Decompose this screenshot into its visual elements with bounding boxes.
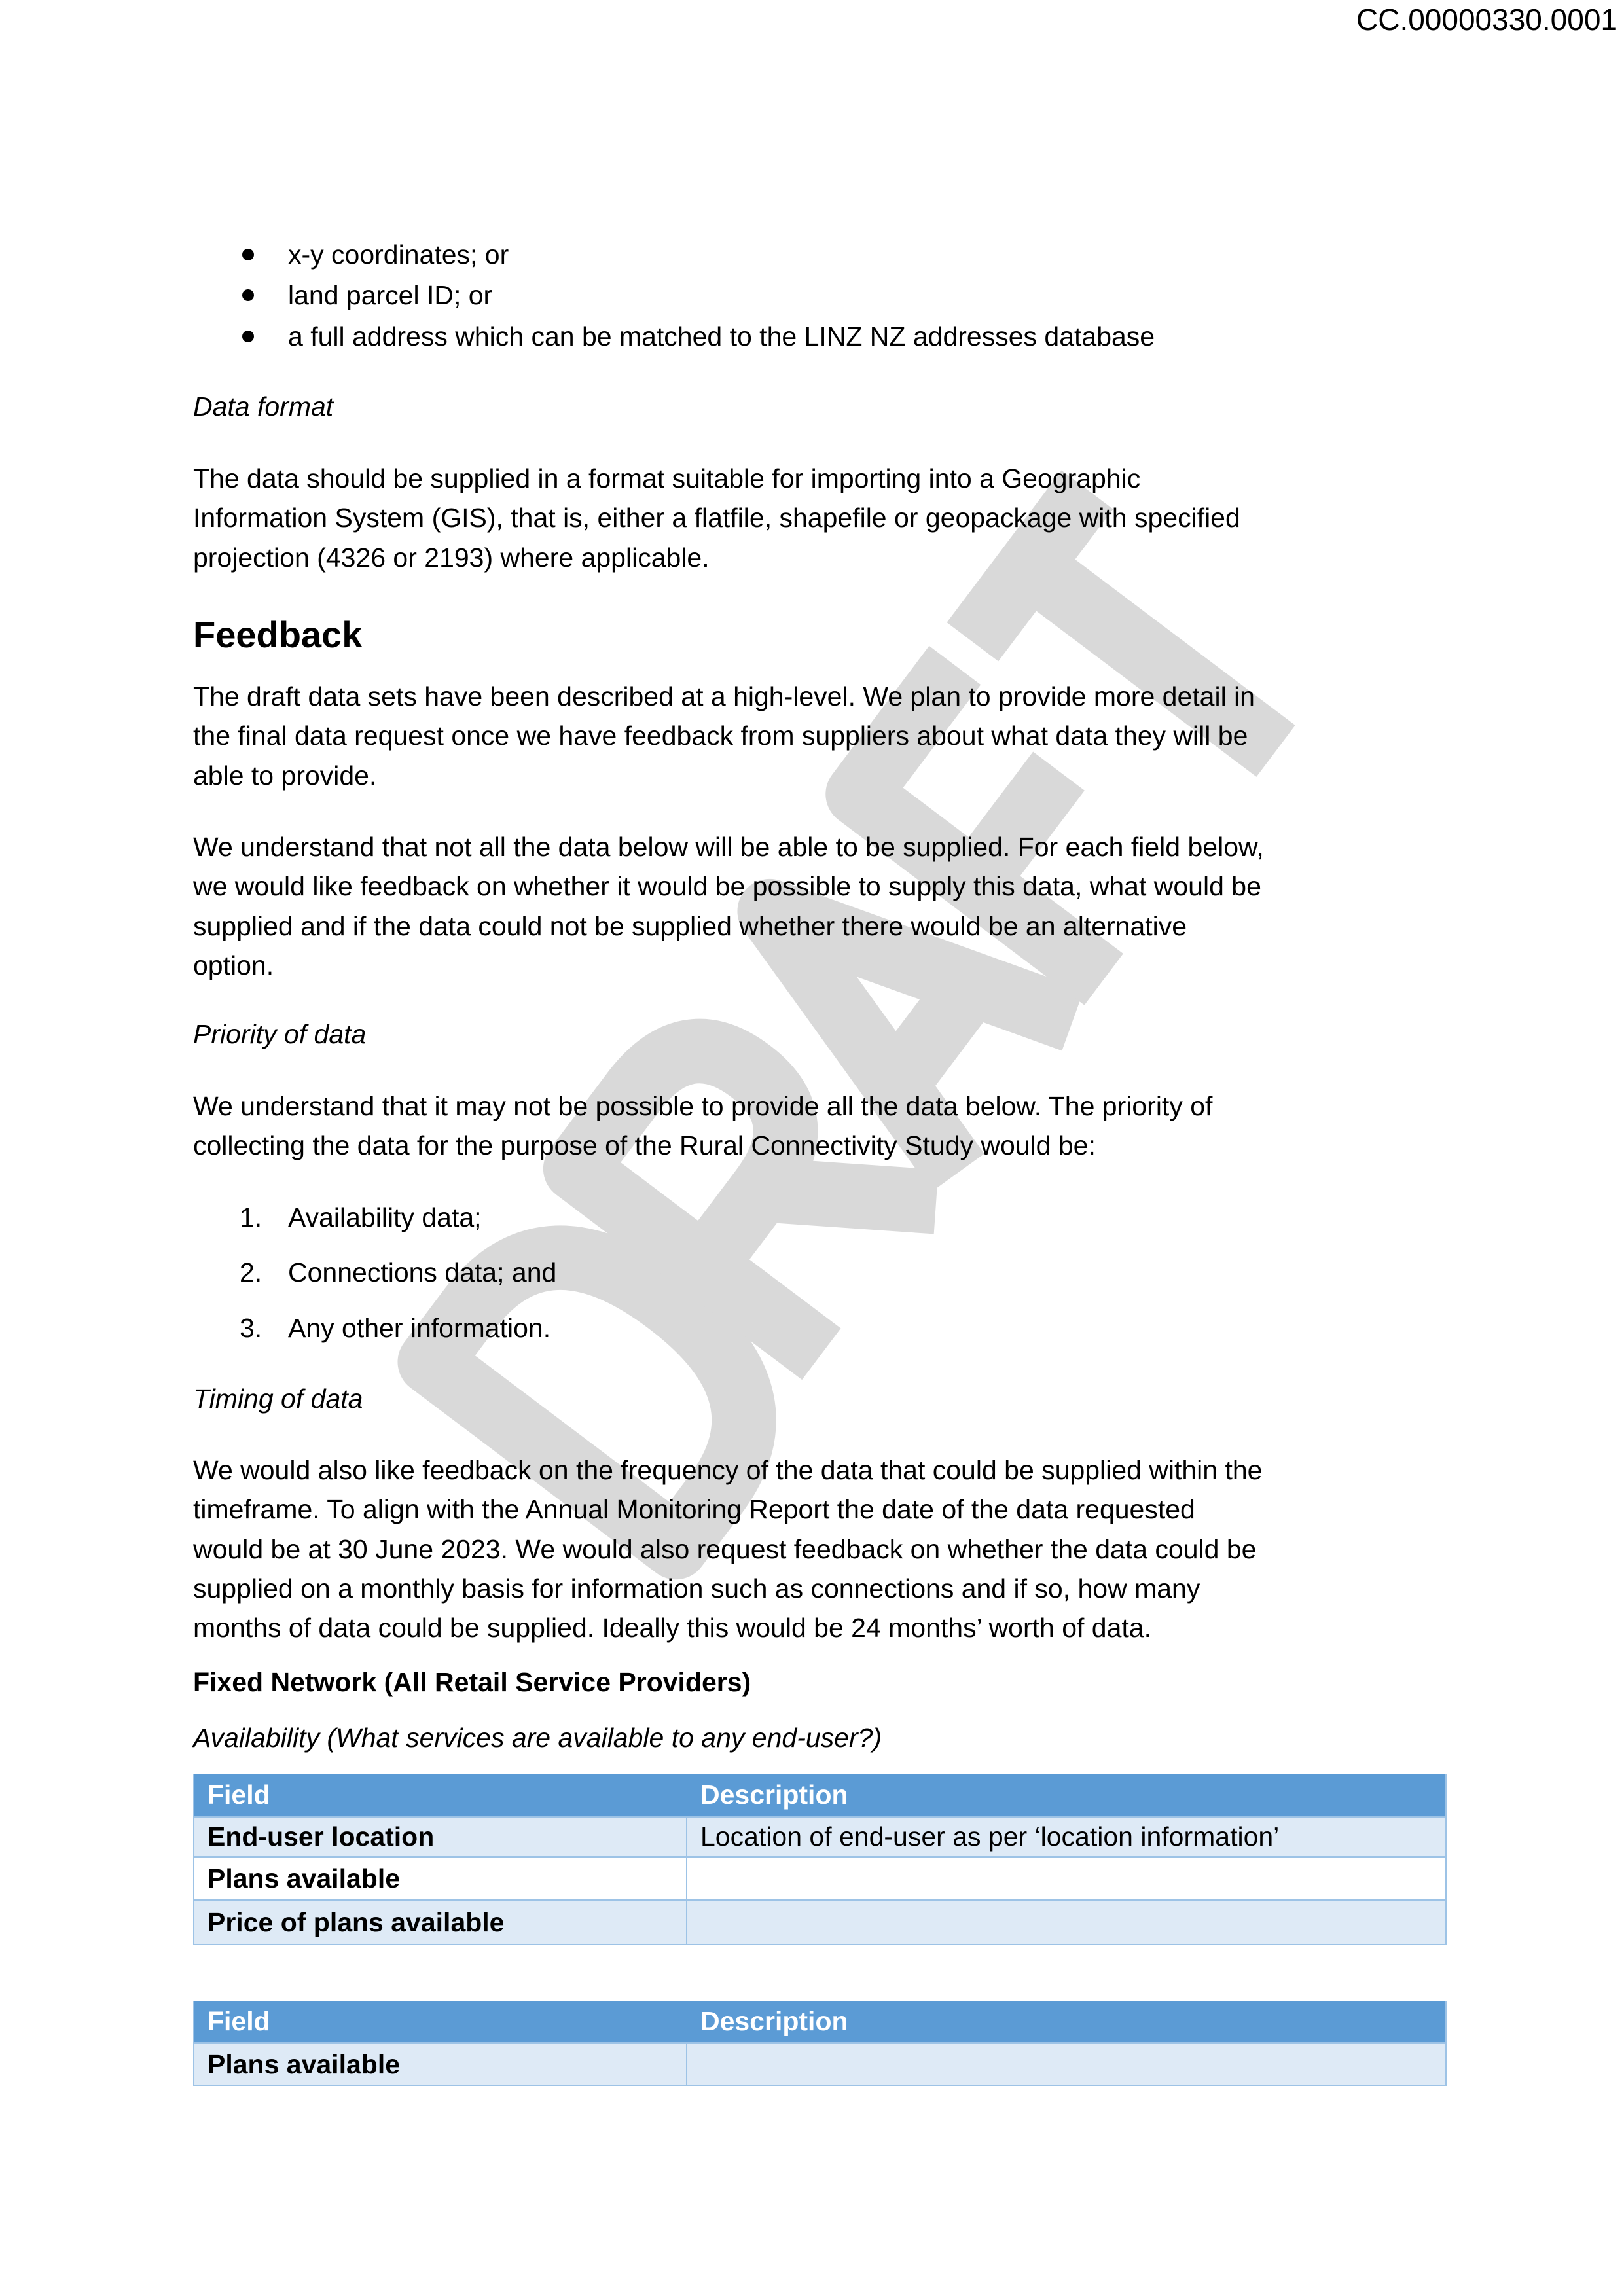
column-header-field: Field (208, 2006, 270, 2036)
paragraph-line: collecting the data for the purpose of the Rural Connectivity Study would be: (193, 1130, 1096, 1160)
description-cell (687, 1858, 1445, 1899)
table-row (194, 1899, 1445, 1944)
column-header-description: Description (700, 2006, 848, 2036)
priority-heading: Priority of data (193, 1019, 367, 1049)
availability-table (193, 1774, 1447, 1945)
table-row (194, 2042, 1445, 2085)
fixed-network-heading: Fixed Network (All Retail Service Providers) (193, 1667, 751, 1697)
field-cell: Plans available (194, 1858, 687, 1899)
availability-subheading: Availability (What services are available to any end-user?) (193, 1723, 882, 1753)
paragraph-line: supplied and if the data could not be supplied whether there would be an alternative (193, 911, 1187, 941)
list-number: 2. (240, 1257, 262, 1287)
paragraph-line: the final data request once we have feedback from suppliers about what data they will be (193, 721, 1248, 751)
document-id: CC.00000330.0001 (1356, 3, 1617, 37)
paragraph-line: supplied on a monthly basis for information such as connections and if so, how many (193, 1573, 1200, 1604)
paragraph-line: we would like feedback on whether it would be possible to supply this data, what would be (193, 871, 1261, 901)
data-format-heading: Data format (193, 391, 334, 422)
bullet-item: a full address which can be matched to the LINZ NZ addresses database (288, 321, 1155, 351)
paragraph-line: The data should be supplied in a format suitable for importing into a Geographic (193, 463, 1141, 493)
field-cell: End-user location (194, 1818, 687, 1856)
watermark-letter-r (575, 1016, 936, 1354)
paragraph-line: option. (193, 950, 274, 980)
paragraph-line: We understand that not all the data below will be able to be supplied. For each field below, (193, 832, 1264, 862)
paragraph-line: months of data could be supplied. Ideally this would be 24 months’ worth of data. (193, 1613, 1151, 1643)
paragraph-line: would be at 30 June 2023. We would also request feedback on whether the data could be (193, 1534, 1257, 1564)
watermark-letter-t (973, 490, 1333, 827)
paragraph-line: projection (4326 or 2193) where applicable. (193, 543, 710, 573)
description-cell: Location of end-user as per ‘location information’ (700, 1821, 1280, 1852)
list-number: 3. (240, 1313, 262, 1343)
paragraph-line: We would also like feedback on the frequency of the data that could be supplied within the (193, 1455, 1263, 1485)
bullet-icon (242, 289, 254, 301)
paragraph-line: We understand that it may not be possible to provide all the data below. The priority of (193, 1091, 1213, 1121)
list-item: Any other information. (288, 1313, 551, 1343)
paragraph-line: The draft data sets have been described at a high-level. We plan to provide more detail in (193, 681, 1255, 711)
column-header-field: Field (208, 1780, 270, 1810)
field-cell: Price of plans available (194, 1901, 687, 1944)
plans-table (193, 2001, 1447, 2086)
paragraph-line: able to provide. (193, 761, 377, 791)
bullet-item: land parcel ID; or (288, 280, 493, 310)
column-header-description: Description (700, 1780, 848, 1810)
description-cell (687, 1901, 1445, 1944)
paragraph-line: timeframe. To align with the Annual Monitoring Report the date of the data requested (193, 1494, 1195, 1524)
list-item: Availability data; (288, 1202, 482, 1232)
table-header-row (194, 2001, 1445, 2042)
table-header-row (194, 1774, 1445, 1816)
bullet-item: x-y coordinates; or (288, 240, 509, 270)
list-number: 1. (240, 1202, 262, 1232)
table-row (194, 1856, 1445, 1899)
feedback-heading: Feedback (193, 614, 363, 655)
paragraph-line: Information System (GIS), that is, either a flatfile, shapefile or geopackage with specified (193, 503, 1240, 533)
timing-heading: Timing of data (193, 1384, 363, 1414)
table-row (194, 1816, 1445, 1856)
list-item: Connections data; and (288, 1257, 557, 1287)
bullet-icon (242, 249, 254, 260)
bullet-icon (242, 331, 254, 342)
description-cell (687, 2044, 1445, 2085)
field-cell: Plans available (194, 2044, 687, 2085)
